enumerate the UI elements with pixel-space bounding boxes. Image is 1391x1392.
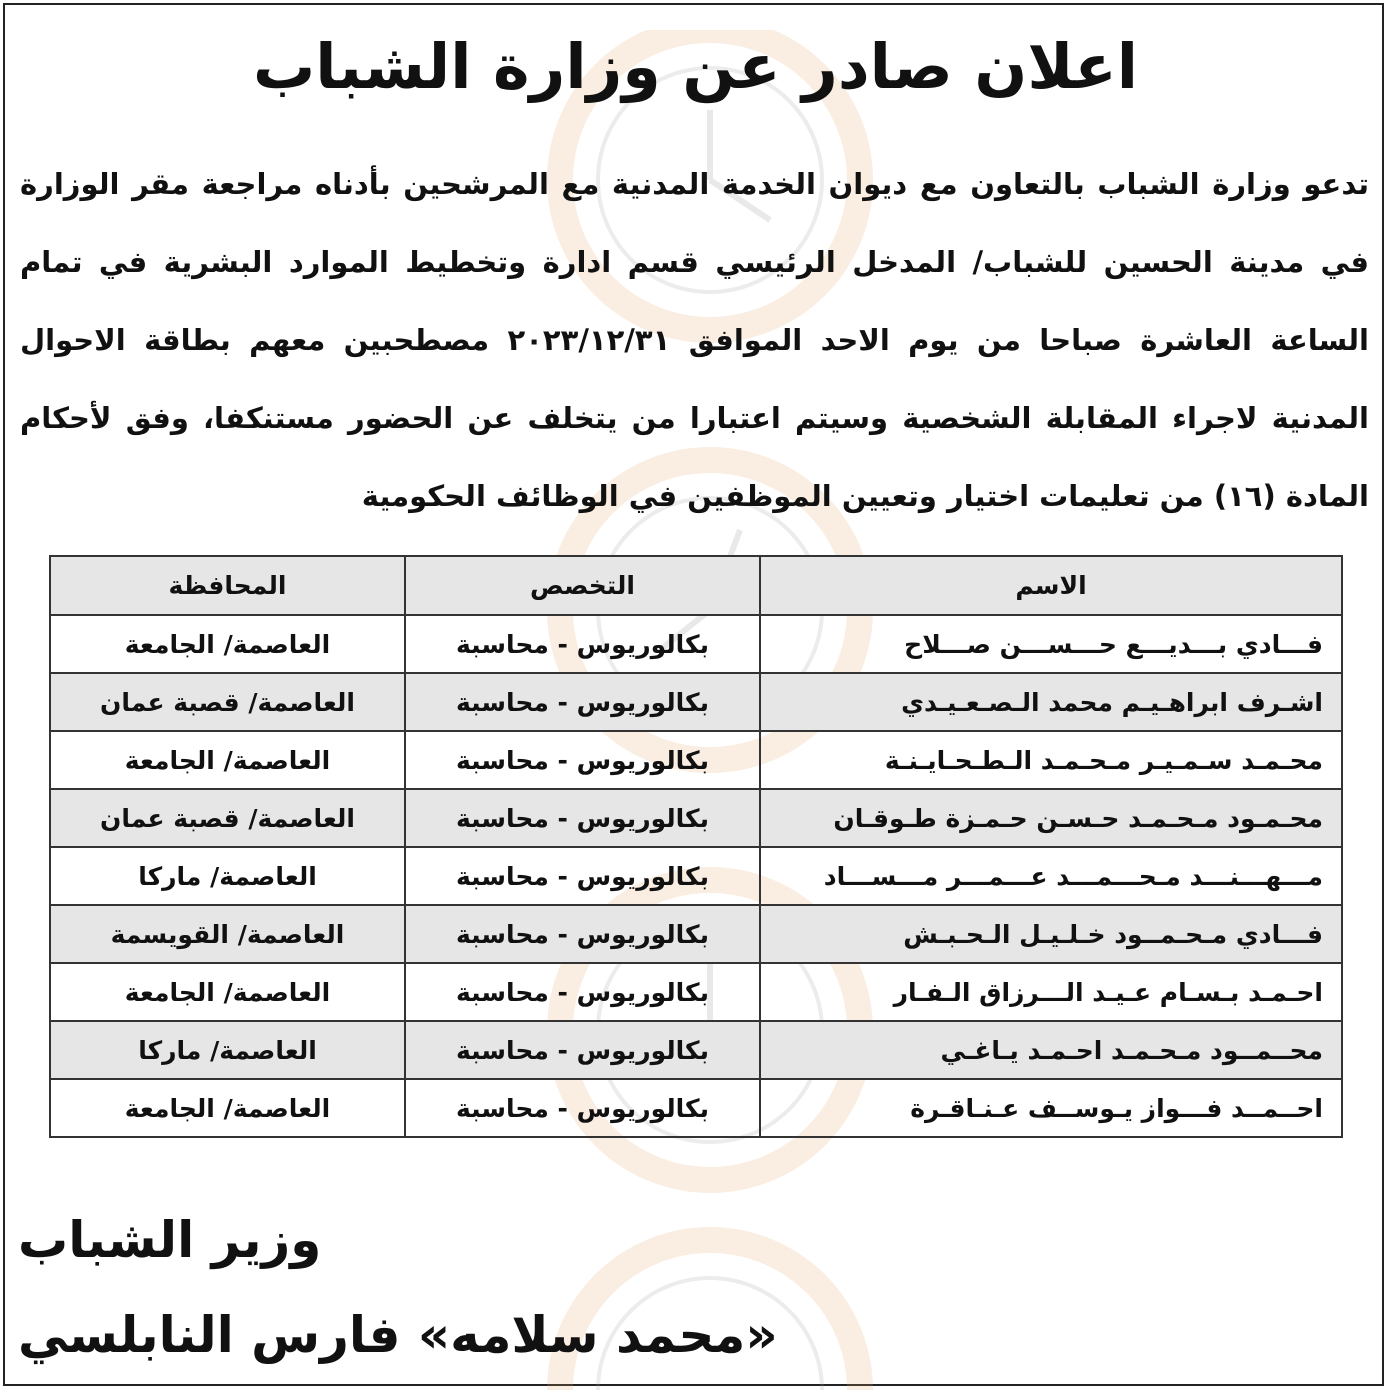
candidates-table	[49, 555, 1343, 1138]
cell-governorate: العاصمة/ ماركا	[50, 847, 405, 905]
body-line-1: تدعو وزارة الشباب بالتعاون مع ديوان الخدمة المدنية مع المرشحين بأدناه مراجعة مقر الوزارة	[20, 167, 1369, 201]
cell-governorate: العاصمة/ قصبة عمان	[50, 673, 405, 731]
cell-governorate: العاصمة/ الجامعة	[50, 731, 405, 789]
table-row	[50, 673, 1342, 731]
cell-name: محـمـود مـحـمـد حـسـن حـمـزة طـوقـان	[760, 789, 1342, 847]
header-governorate: المحافظة	[50, 556, 405, 615]
cell-name: اشـرف ابراهـيـم محمد الـصـعـيـدي	[760, 673, 1342, 731]
cell-name: مـــهـــنـــد مـحـــمـــد عـــمـــر مـــســـاد	[760, 847, 1342, 905]
cell-major: بكالوريوس - محاسبة	[405, 963, 760, 1021]
cell-major: بكالوريوس - محاسبة	[405, 847, 760, 905]
cell-name: احـمـد بـسـام عـيـد الـــرزاق الـفـار	[760, 963, 1342, 1021]
cell-governorate: العاصمة/ الجامعة	[50, 1079, 405, 1137]
table-row	[50, 963, 1342, 1021]
cell-governorate: العاصمة/ القويسمة	[50, 905, 405, 963]
cell-governorate: العاصمة/ قصبة عمان	[50, 789, 405, 847]
announcement-body	[20, 145, 1369, 535]
table-row	[50, 905, 1342, 963]
cell-governorate: العاصمة/ ماركا	[50, 1021, 405, 1079]
table-row	[50, 731, 1342, 789]
table-header-row	[50, 556, 1342, 615]
cell-major: بكالوريوس - محاسبة	[405, 1079, 760, 1137]
cell-name: احــمــد فـــواز يـوســف عـنـاقـرة	[760, 1079, 1342, 1137]
signature-title: وزير الشباب	[18, 1211, 322, 1269]
table-row	[50, 615, 1342, 673]
signature-name: «محمد سلامه» فارس النابلسي	[18, 1306, 778, 1364]
cell-name: فـــادي بـــديـــع حـــســـن صـــلاح	[760, 615, 1342, 673]
table-row	[50, 847, 1342, 905]
cell-name: فـــادي مـحـمــود خـلـيـل الـحـبـش	[760, 905, 1342, 963]
cell-major: بكالوريوس - محاسبة	[405, 905, 760, 963]
table-row	[50, 789, 1342, 847]
cell-major: بكالوريوس - محاسبة	[405, 673, 760, 731]
cell-major: بكالوريوس - محاسبة	[405, 1021, 760, 1079]
table-row	[50, 1079, 1342, 1137]
cell-major: بكالوريوس - محاسبة	[405, 789, 760, 847]
announcement-title: اعلان صادر عن وزارة الشباب	[252, 30, 1139, 103]
cell-name: محــمــود مـحـمـد احـمـد يـاغـي	[760, 1021, 1342, 1079]
cell-governorate: العاصمة/ الجامعة	[50, 963, 405, 1021]
cell-name: محـمـد سـمـيـر مـحـمـد الـطـحـايـنـة	[760, 731, 1342, 789]
body-line-4: المدنية لاجراء المقابلة الشخصية وسيتم اعتبارا من يتخلف عن الحضور مستنكفا، وفق لأحكام	[20, 401, 1369, 435]
header-name: الاسم	[760, 556, 1342, 615]
body-line-2: في مدينة الحسين للشباب/ المدخل الرئيسي قسم ادارة وتخطيط الموارد البشرية في تمام	[20, 245, 1369, 279]
table-row	[50, 1021, 1342, 1079]
cell-major: بكالوريوس - محاسبة	[405, 731, 760, 789]
header-major: التخصص	[405, 556, 760, 615]
body-line-3: الساعة العاشرة صباحا من يوم الاحد الموافق ٢٠٢٣/١٢/٣١ مصطحبين معهم بطاقة الاحوال	[20, 323, 1369, 357]
cell-major: بكالوريوس - محاسبة	[405, 615, 760, 673]
body-line-5: المادة (١٦) من تعليمات اختيار وتعيين الموظفين في الوظائف الحكومية	[361, 479, 1369, 513]
cell-governorate: العاصمة/ الجامعة	[50, 615, 405, 673]
